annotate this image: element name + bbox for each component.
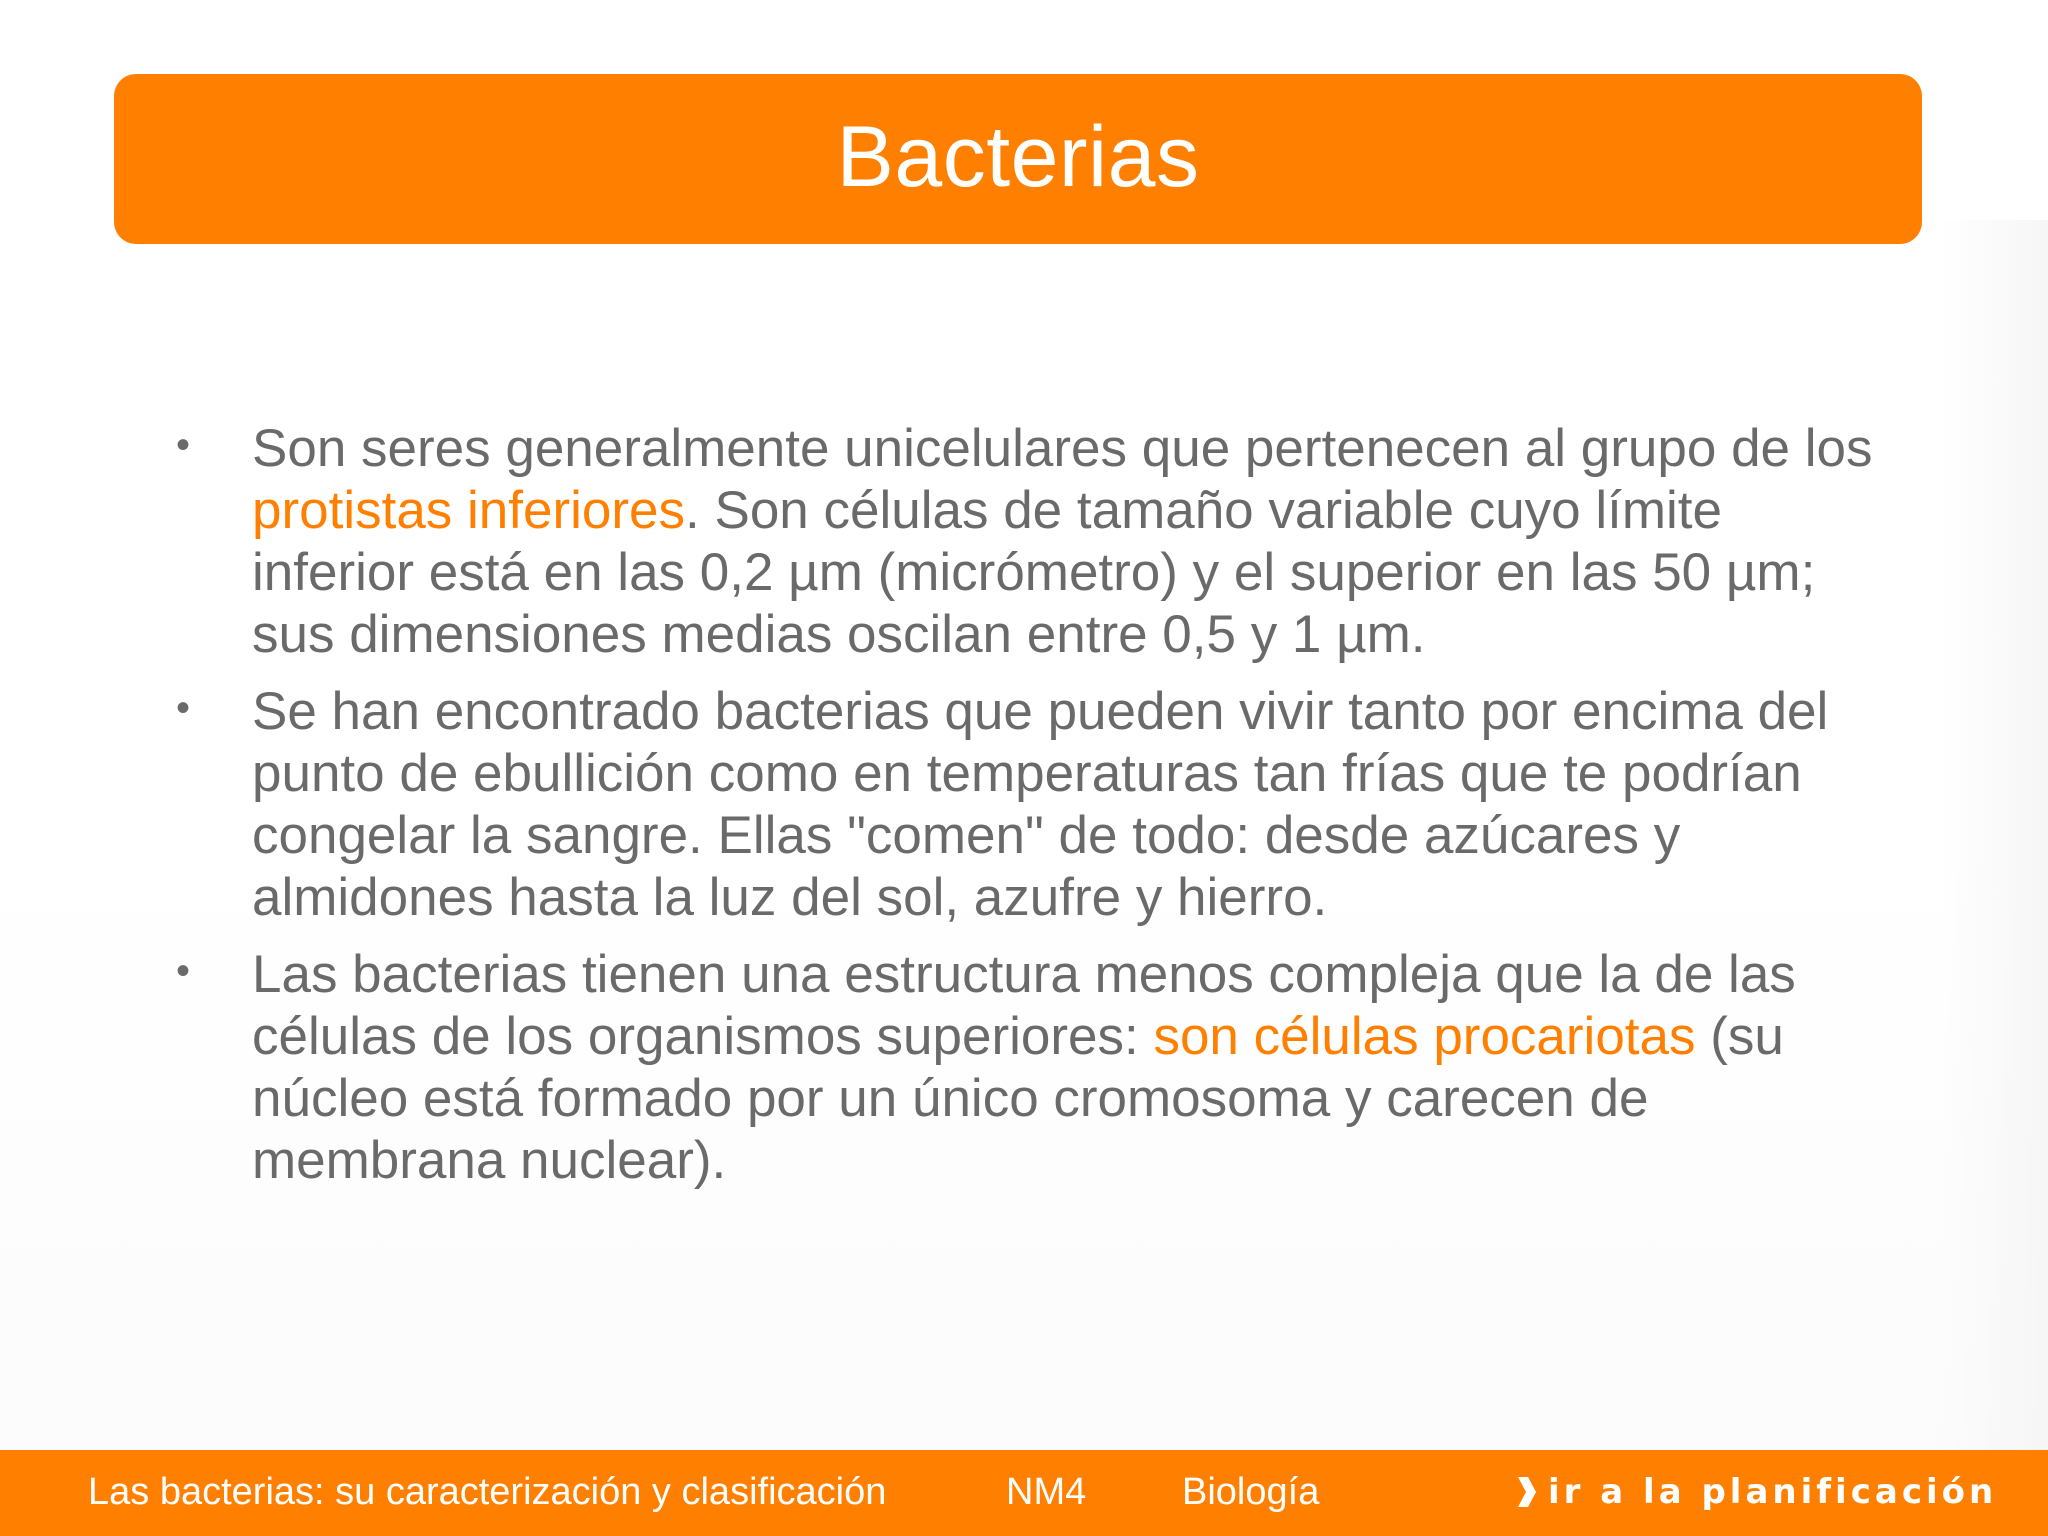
- highlighted-text: protistas inferiores: [252, 481, 686, 540]
- text-segment: . Son células de tamaño variable cuyo límite inferior está en las 0,2 µm (micrómetro) y el superior en las 50 µm; sus dimensiones medias oscilan entre 0,5 y 1 µm.: [252, 481, 1816, 664]
- bullet-text: [252, 419, 1873, 664]
- slide-title: Bacterias: [836, 108, 1200, 205]
- bullet-item: [170, 418, 1890, 666]
- footer-subject: Biología: [1182, 1471, 1320, 1513]
- bullet-icon: •: [176, 423, 191, 467]
- bullet-icon: •: [176, 949, 191, 993]
- footer-topic: Las bacterias: su caracterización y clasificación: [88, 1471, 887, 1513]
- text-segment: Son seres generalmente unicelulares que pertenecen al grupo de los: [252, 419, 1873, 478]
- bullet-item: [170, 944, 1890, 1192]
- footer-level: NM4: [1006, 1471, 1087, 1513]
- background-shade: [1940, 220, 2048, 1450]
- bullet-icon: •: [176, 686, 191, 730]
- chevron-right-icon: [1516, 1475, 1538, 1509]
- bullet-text: [252, 682, 1828, 927]
- text-segment: Se han encontrado bacterias que pueden vivir tanto por encima del punto de ebullición como en temperaturas tan frías que te podrían congelar la sangre. Ellas "comen" de todo: desde azúcares y almidones hasta la luz del sol, azufre y hierro.: [252, 682, 1829, 927]
- footer-bar: [0, 1450, 2048, 1536]
- title-bar: [114, 74, 1922, 244]
- text-segment: (su núcleo está formado por un único cromosoma y carecen de membrana nuclear).: [252, 1007, 1784, 1190]
- bullet-list: [170, 418, 1890, 1207]
- bullet-text: [252, 945, 1796, 1190]
- planning-link[interactable]: [1516, 1466, 1997, 1518]
- planning-link-label: ir a la planificación: [1548, 1472, 1998, 1512]
- highlighted-text: son células procariotas: [1153, 1007, 1696, 1066]
- bullet-item: [170, 681, 1890, 929]
- text-segment: Las bacterias tienen una estructura menos compleja que la de las células de los organismos superiores:: [252, 945, 1796, 1066]
